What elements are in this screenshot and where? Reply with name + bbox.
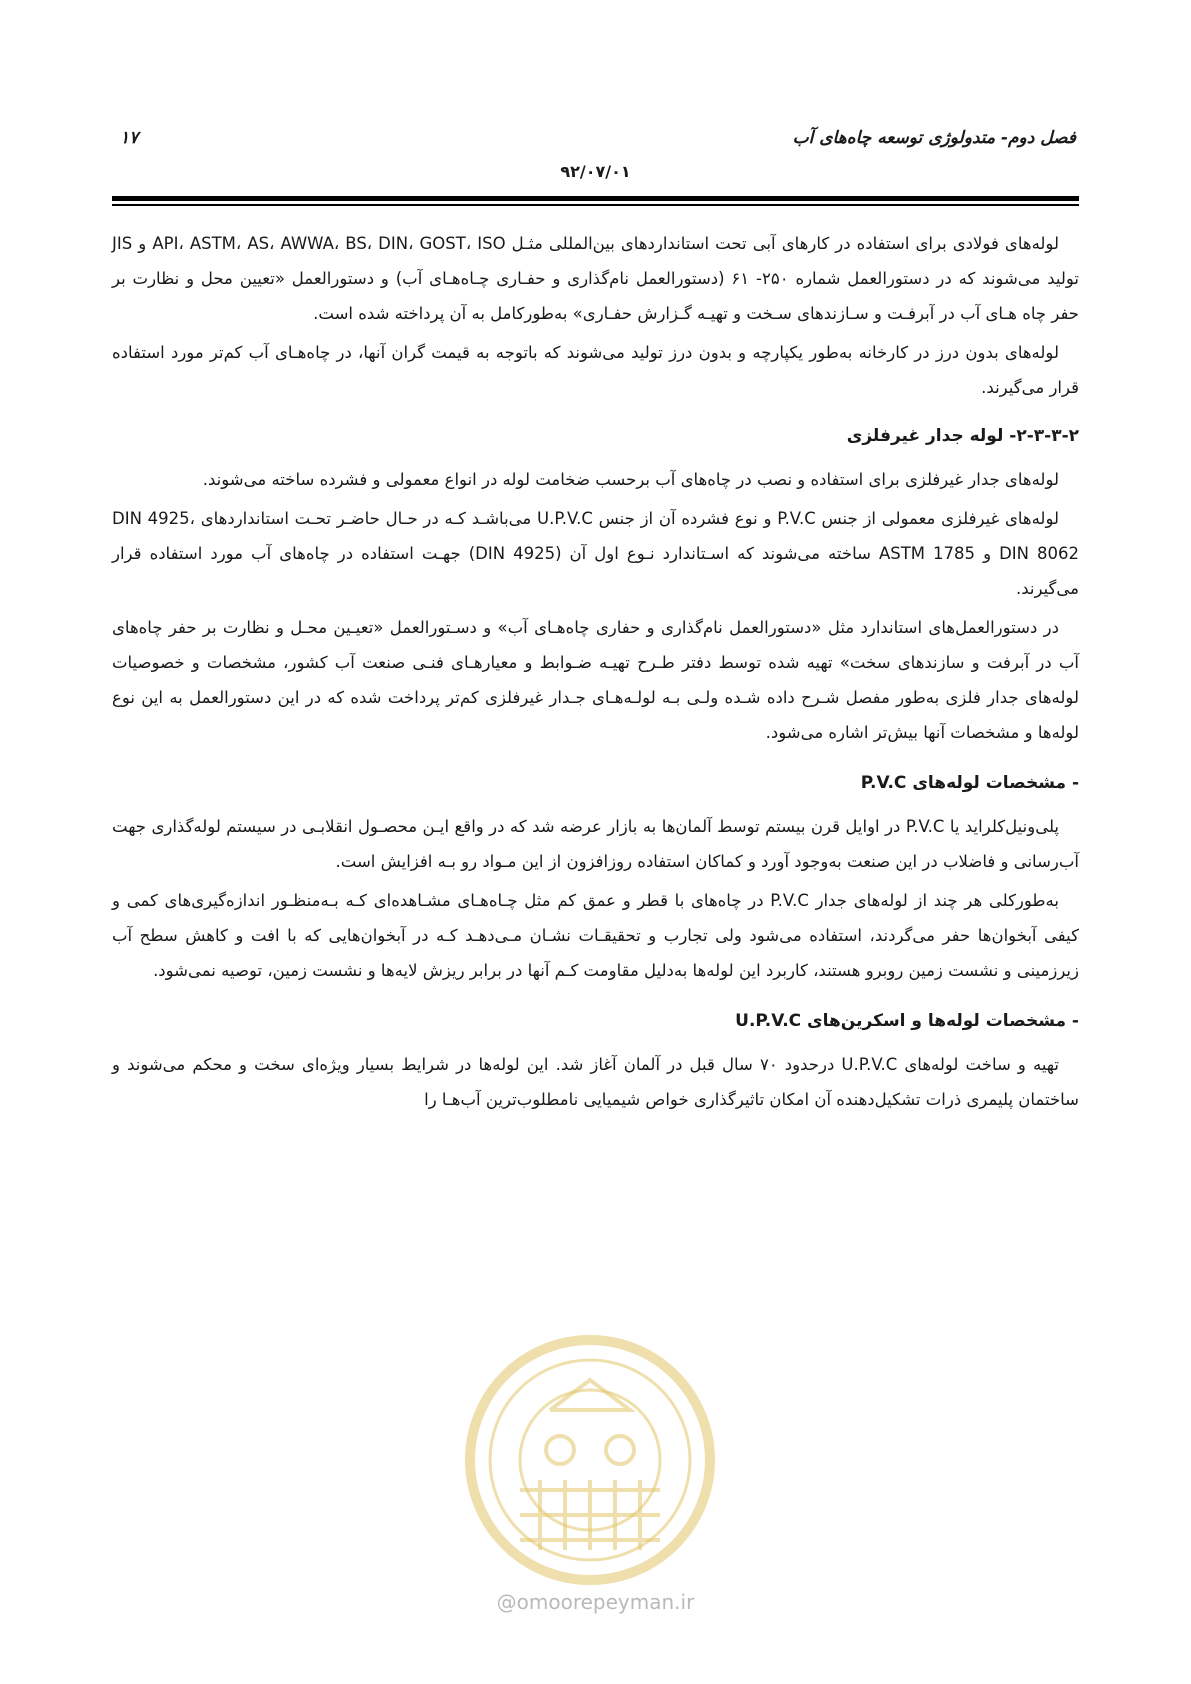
subsection-heading: - مشخصات لوله‌ها و اسکرین‌های U.P.V.C [735, 1011, 1079, 1031]
paragraph: پلی‌ونیل‌کلراید یا P.V.C در اوایل قرن بیستم توسط آلمان‌ها به بازار عرضه شد که در واقع ایـن محصـول انقلابـی در سیستم لوله‌گذاری جهت آب‌رسانی و فاضلاب در این صنعت به‌وجود آورد و کماکان استفاده روزافزون از این مـواد رو بـه افزایش است. [112, 817, 1079, 871]
paragraph: تهیه و ساخت لوله‌های U.P.V.C درحدود ۷۰ سال قبل در آلمان آغاز شد. این لوله‌ها در شرایط بسیار ویژه‌ای سخت و محکم می‌شوند و ساختمان پلیمری ذرات تشکیل‌دهنده آن امکان تاثیرگذاری خواص شیمیایی نامطلوب‌ترین آب‌هـا را [112, 1055, 1079, 1109]
paragraph: به‌طورکلی هر چند از لوله‌های جدار P.V.C در چاه‌های با قطر و عمق کم مثل چـاه‌هـای مشـاهده‌ای کـه بـه‌منظـور اندازه‌گیری‌های کمی و کیفی آبخوان‌ها حفر می‌گردند، استفاده می‌شود ولی تجارب و تحقیقـات نشـان مـی‌دهـد کـه در آبخوان‌هایی که با افت و کاهش سطح آب زیرزمینی و نشست زمین روبرو هستند، کاربرد این لوله‌ها به‌دلیل مقاومت کـم آنها در برابر ریزش لایه‌ها و نشست زمین، توصیه نمی‌شود. [112, 891, 1079, 980]
paragraph: لوله‌های جدار غیرفلزی برای استفاده و نصب در چاه‌های آب برحسب ضخامت لوله در انواع معمولی و فشرده ساخته می‌شوند. [202, 470, 1059, 489]
paragraph: لوله‌های بدون درز در کارخانه به‌طور یکپارچه و بدون درز تولید می‌شوند که باتوجه به قیمت گران آنها، در چاه‌هـای آب کم‌تر مورد استفاده قرار می‌گیرند. [112, 343, 1079, 397]
section-heading: ۲-۳-۳-۲- لوله جدار غیرفلزی [846, 426, 1079, 446]
header-rule-thick [112, 196, 1079, 201]
subsection-heading: - مشخصات لوله‌های P.V.C [860, 773, 1079, 793]
header-rule-thin [112, 204, 1079, 206]
paragraph: در دستورالعمل‌های استاندارد مثل «دستورالعمل نام‌گذاری و حفاری چاه‌هـای آب» و دسـتورالعمل «تعیـین محـل و نظارت بر حفر چاه‌های آب در آبرفت و سازندهای سخت» تهیه شده توسط دفتر طـرح تهیـه ضـوابط و معیارهـای فنـی صنعت آب کشور، مشخصات و خصوصیات لوله‌های جدار فلزی به‌طور مفصل شـرح داده شـده ولـی بـه لولـه‌هـای جـدار غیرفلزی کم‌تر پرداخت شده که در این دستورالعمل به این نوع لوله‌ها و مشخصات آنها بیش‌تر اشاره می‌شود. [112, 618, 1079, 742]
watermark-text: @omoorepeyman.ir [496, 1590, 695, 1614]
paragraph: لوله‌های فولادی برای استفاده در کارهای آبی تحت استانداردهای بین‌المللی مثـل API، ASTM، AS، AWWA، BS، DIN، GOST، ISO و JIS تولید می‌شوند که در دستورالعمل شماره ۲۵۰- ۶۱ (دستورالعمل نام‌گذاری و حفـاری چـاه‌هـای آب) و دستورالعمل «تعیین محل و نظارت بر حفر چاه هـای آب در آبرفـت و سـازندهای سـخت و تهیـه گـزارش حفـاری» به‌طورکامل به آن پرداخته شده است. [112, 234, 1080, 323]
header-date: ۹۲/۰۷/۰۱ [560, 162, 631, 181]
document-body [112, 226, 1079, 1121]
chapter-title: فصل دوم- متدولوژی توسعه چاه‌های آب [792, 128, 1076, 148]
page-header [110, 128, 1076, 158]
paragraph: لوله‌های غیرفلزی معمولی از جنس P.V.C و نوع فشرده آن از جنس U.P.V.C می‌باشـد کـه در حـال حاضـر تحـت استانداردهای DIN 4925، DIN 8062 و ASTM 1785 ساخته می‌شوند که اسـتاندارد نـوع اول آن (DIN 4925) جهـت استفاده در چاه‌های آب مورد استفاده قرار می‌گیرند. [112, 509, 1080, 598]
page-number: ۱۷ [120, 128, 139, 148]
